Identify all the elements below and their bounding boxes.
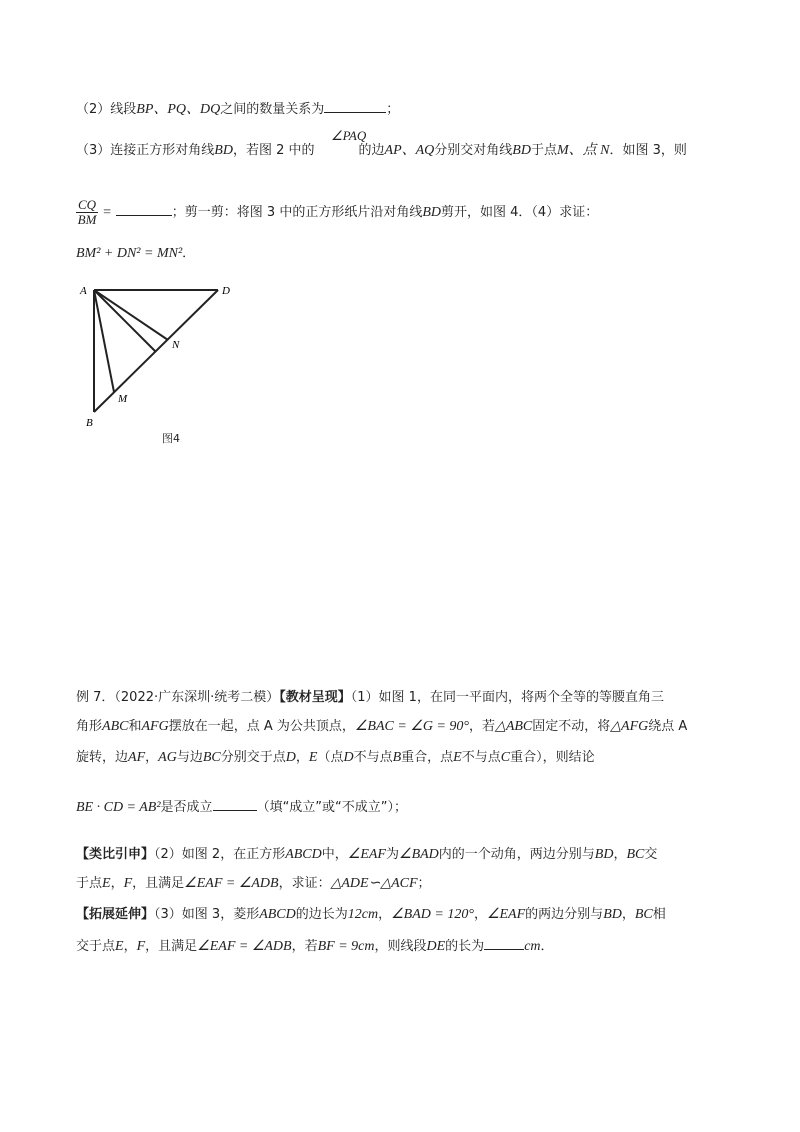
segment-an2 xyxy=(94,290,156,352)
example-line-7 xyxy=(76,906,666,924)
text: 旋转，边 xyxy=(76,750,129,765)
math: ∠BAD xyxy=(399,847,439,862)
section-tag: 【教材呈现】 xyxy=(279,690,351,705)
math: △ABC xyxy=(495,719,533,734)
math: BD xyxy=(603,907,622,922)
text: 分别交于点 xyxy=(220,750,286,765)
answer-blank[interactable] xyxy=(324,100,386,113)
text: 剪开，如图 4．（4）求证： xyxy=(441,205,599,220)
math: BD xyxy=(594,847,614,862)
text: 不与点 xyxy=(353,750,393,765)
text: 的边 xyxy=(358,143,385,158)
text: ， xyxy=(295,750,309,765)
fraction-cq-bm: $\frac{CQ}{BM}$ xyxy=(77,197,97,227)
math: E xyxy=(308,750,318,765)
text: 角形 xyxy=(76,719,103,734)
text: （3）连接正方形对角线 xyxy=(76,143,215,158)
math: △ADE∽△ACF xyxy=(330,876,418,891)
figure-caption: 图4 xyxy=(162,432,180,445)
segment-an xyxy=(94,290,168,340)
text: （3）如图 3，菱形 xyxy=(154,907,260,922)
text: （点 xyxy=(317,750,344,765)
math: ∠BAD = 120° xyxy=(391,907,474,922)
math: E xyxy=(115,939,124,954)
text: （2）线段 xyxy=(76,102,137,117)
text: 交于点 xyxy=(76,939,116,954)
math: BM² + DN² = MN² xyxy=(76,246,183,261)
text: 与边 xyxy=(176,750,203,765)
math: BP、PQ、DQ xyxy=(136,102,221,117)
text: 于点 xyxy=(530,143,557,158)
math: ∠BAC = ∠G = 90° xyxy=(354,719,470,734)
math: = xyxy=(102,205,112,220)
math: BD xyxy=(422,205,442,220)
section-tag: 【类比引申】 xyxy=(76,847,155,862)
text: ， xyxy=(473,907,487,922)
text: ， xyxy=(145,750,159,765)
math: BC xyxy=(202,750,221,765)
math: B xyxy=(392,750,402,765)
example-line-1 xyxy=(76,689,664,707)
text: 于点 xyxy=(76,876,103,891)
text: 的两边分别与 xyxy=(525,907,604,922)
math: ∠EAF = ∠ADB xyxy=(197,939,292,954)
answer-blank[interactable] xyxy=(213,798,257,811)
text: （2）如图 2，在正方形 xyxy=(154,847,286,862)
example-line-5 xyxy=(76,846,657,864)
answer-blank[interactable] xyxy=(484,937,524,950)
example-line-3 xyxy=(76,749,595,767)
section-tag: 【拓展延伸】 xyxy=(76,907,155,922)
text: ，求证： xyxy=(278,876,331,891)
math: AG xyxy=(158,750,177,765)
text: ， xyxy=(613,847,627,862)
text: 不与点 xyxy=(461,750,501,765)
text: ． xyxy=(540,939,554,954)
math: C xyxy=(500,750,511,765)
math: BC xyxy=(626,847,645,862)
example-line-6 xyxy=(76,875,431,893)
text: （1）如图 1，在同一平面内，将两个全等的等腰直角三 xyxy=(350,690,664,705)
label-b: B xyxy=(86,417,93,429)
text: ，若图 2 中的 xyxy=(232,143,315,158)
math: BC xyxy=(634,907,653,922)
label-a: A xyxy=(80,285,87,297)
text: 重合，点 xyxy=(401,750,454,765)
math: cm xyxy=(524,939,541,954)
example-line-2 xyxy=(76,718,687,736)
math: △AFG xyxy=(610,719,649,734)
text: ，若 xyxy=(469,719,496,734)
math: F xyxy=(136,939,146,954)
math: ABC xyxy=(102,719,129,734)
text: ．如图 3，则 xyxy=(609,143,687,158)
text: ， xyxy=(621,907,635,922)
text: 是否成立 xyxy=(160,800,213,815)
text: ， xyxy=(378,907,392,922)
math: AP、AQ xyxy=(384,143,435,158)
angle-paq-top: ∠PAQ xyxy=(331,128,367,143)
math: AFG xyxy=(141,719,169,734)
example-line-8 xyxy=(76,937,554,956)
text: 绕点 A xyxy=(648,719,688,734)
math: ABCD xyxy=(285,847,322,862)
math: BF = 9cm xyxy=(317,939,375,954)
text: 和 xyxy=(128,719,142,734)
text: ，则线段 xyxy=(374,939,427,954)
math: M、点 N xyxy=(556,143,610,158)
text: ，且满足 xyxy=(132,876,185,891)
math: ∠EAF xyxy=(347,847,386,862)
text: 分别交对角线 xyxy=(434,143,513,158)
text: 摆放在一起，点 A 为公共顶点， xyxy=(168,719,355,734)
text: 的边长为 xyxy=(295,907,348,922)
text: ；剪一剪：将图 3 中的正方形纸片沿对角线 xyxy=(171,205,423,220)
text: 之间的数量关系为 xyxy=(220,102,325,117)
math: BE · CD = AB² xyxy=(76,800,161,815)
example-line-4 xyxy=(76,798,407,817)
text: ，且满足 xyxy=(145,939,198,954)
text: 的长为 xyxy=(445,939,485,954)
question-line-3b xyxy=(76,197,598,229)
text: ． xyxy=(182,246,196,261)
label-n: N xyxy=(172,339,180,351)
text: 固定不动，将 xyxy=(532,719,611,734)
math: DE xyxy=(426,939,446,954)
text: 重合），则结论 xyxy=(510,750,595,765)
math: ∠EAF xyxy=(486,907,526,922)
math: AF xyxy=(128,750,146,765)
text: ， xyxy=(110,876,124,891)
math: 12cm xyxy=(347,907,379,922)
math: ABCD xyxy=(259,907,296,922)
question-line-3 xyxy=(76,142,687,160)
question-line-4 xyxy=(76,245,195,263)
question-line-2 xyxy=(76,100,399,119)
text: 相 xyxy=(652,907,666,922)
math: E xyxy=(102,876,111,891)
text: ； xyxy=(417,876,431,891)
math: E xyxy=(453,750,462,765)
math: D xyxy=(285,750,296,765)
label-d: D xyxy=(222,285,230,297)
segment-am xyxy=(94,290,114,392)
math: BD xyxy=(214,143,233,158)
text: ； xyxy=(386,102,400,117)
text: 交 xyxy=(644,847,658,862)
label-m: M xyxy=(118,393,128,405)
math: F xyxy=(123,876,133,891)
math: D xyxy=(343,750,354,765)
math: BD xyxy=(512,143,531,158)
text: ，若 xyxy=(291,939,318,954)
text: 内的一个动角，两边分别与 xyxy=(438,847,595,862)
text: ， xyxy=(123,939,137,954)
math: ∠EAF = ∠ADB xyxy=(184,876,279,891)
text: 为 xyxy=(386,847,400,862)
text: 中， xyxy=(321,847,348,862)
text: 例 7．（2022·广东深圳·统考二模） xyxy=(76,690,280,705)
answer-blank[interactable] xyxy=(116,203,172,216)
text: （填“成立”或“不成立”）； xyxy=(256,800,408,815)
